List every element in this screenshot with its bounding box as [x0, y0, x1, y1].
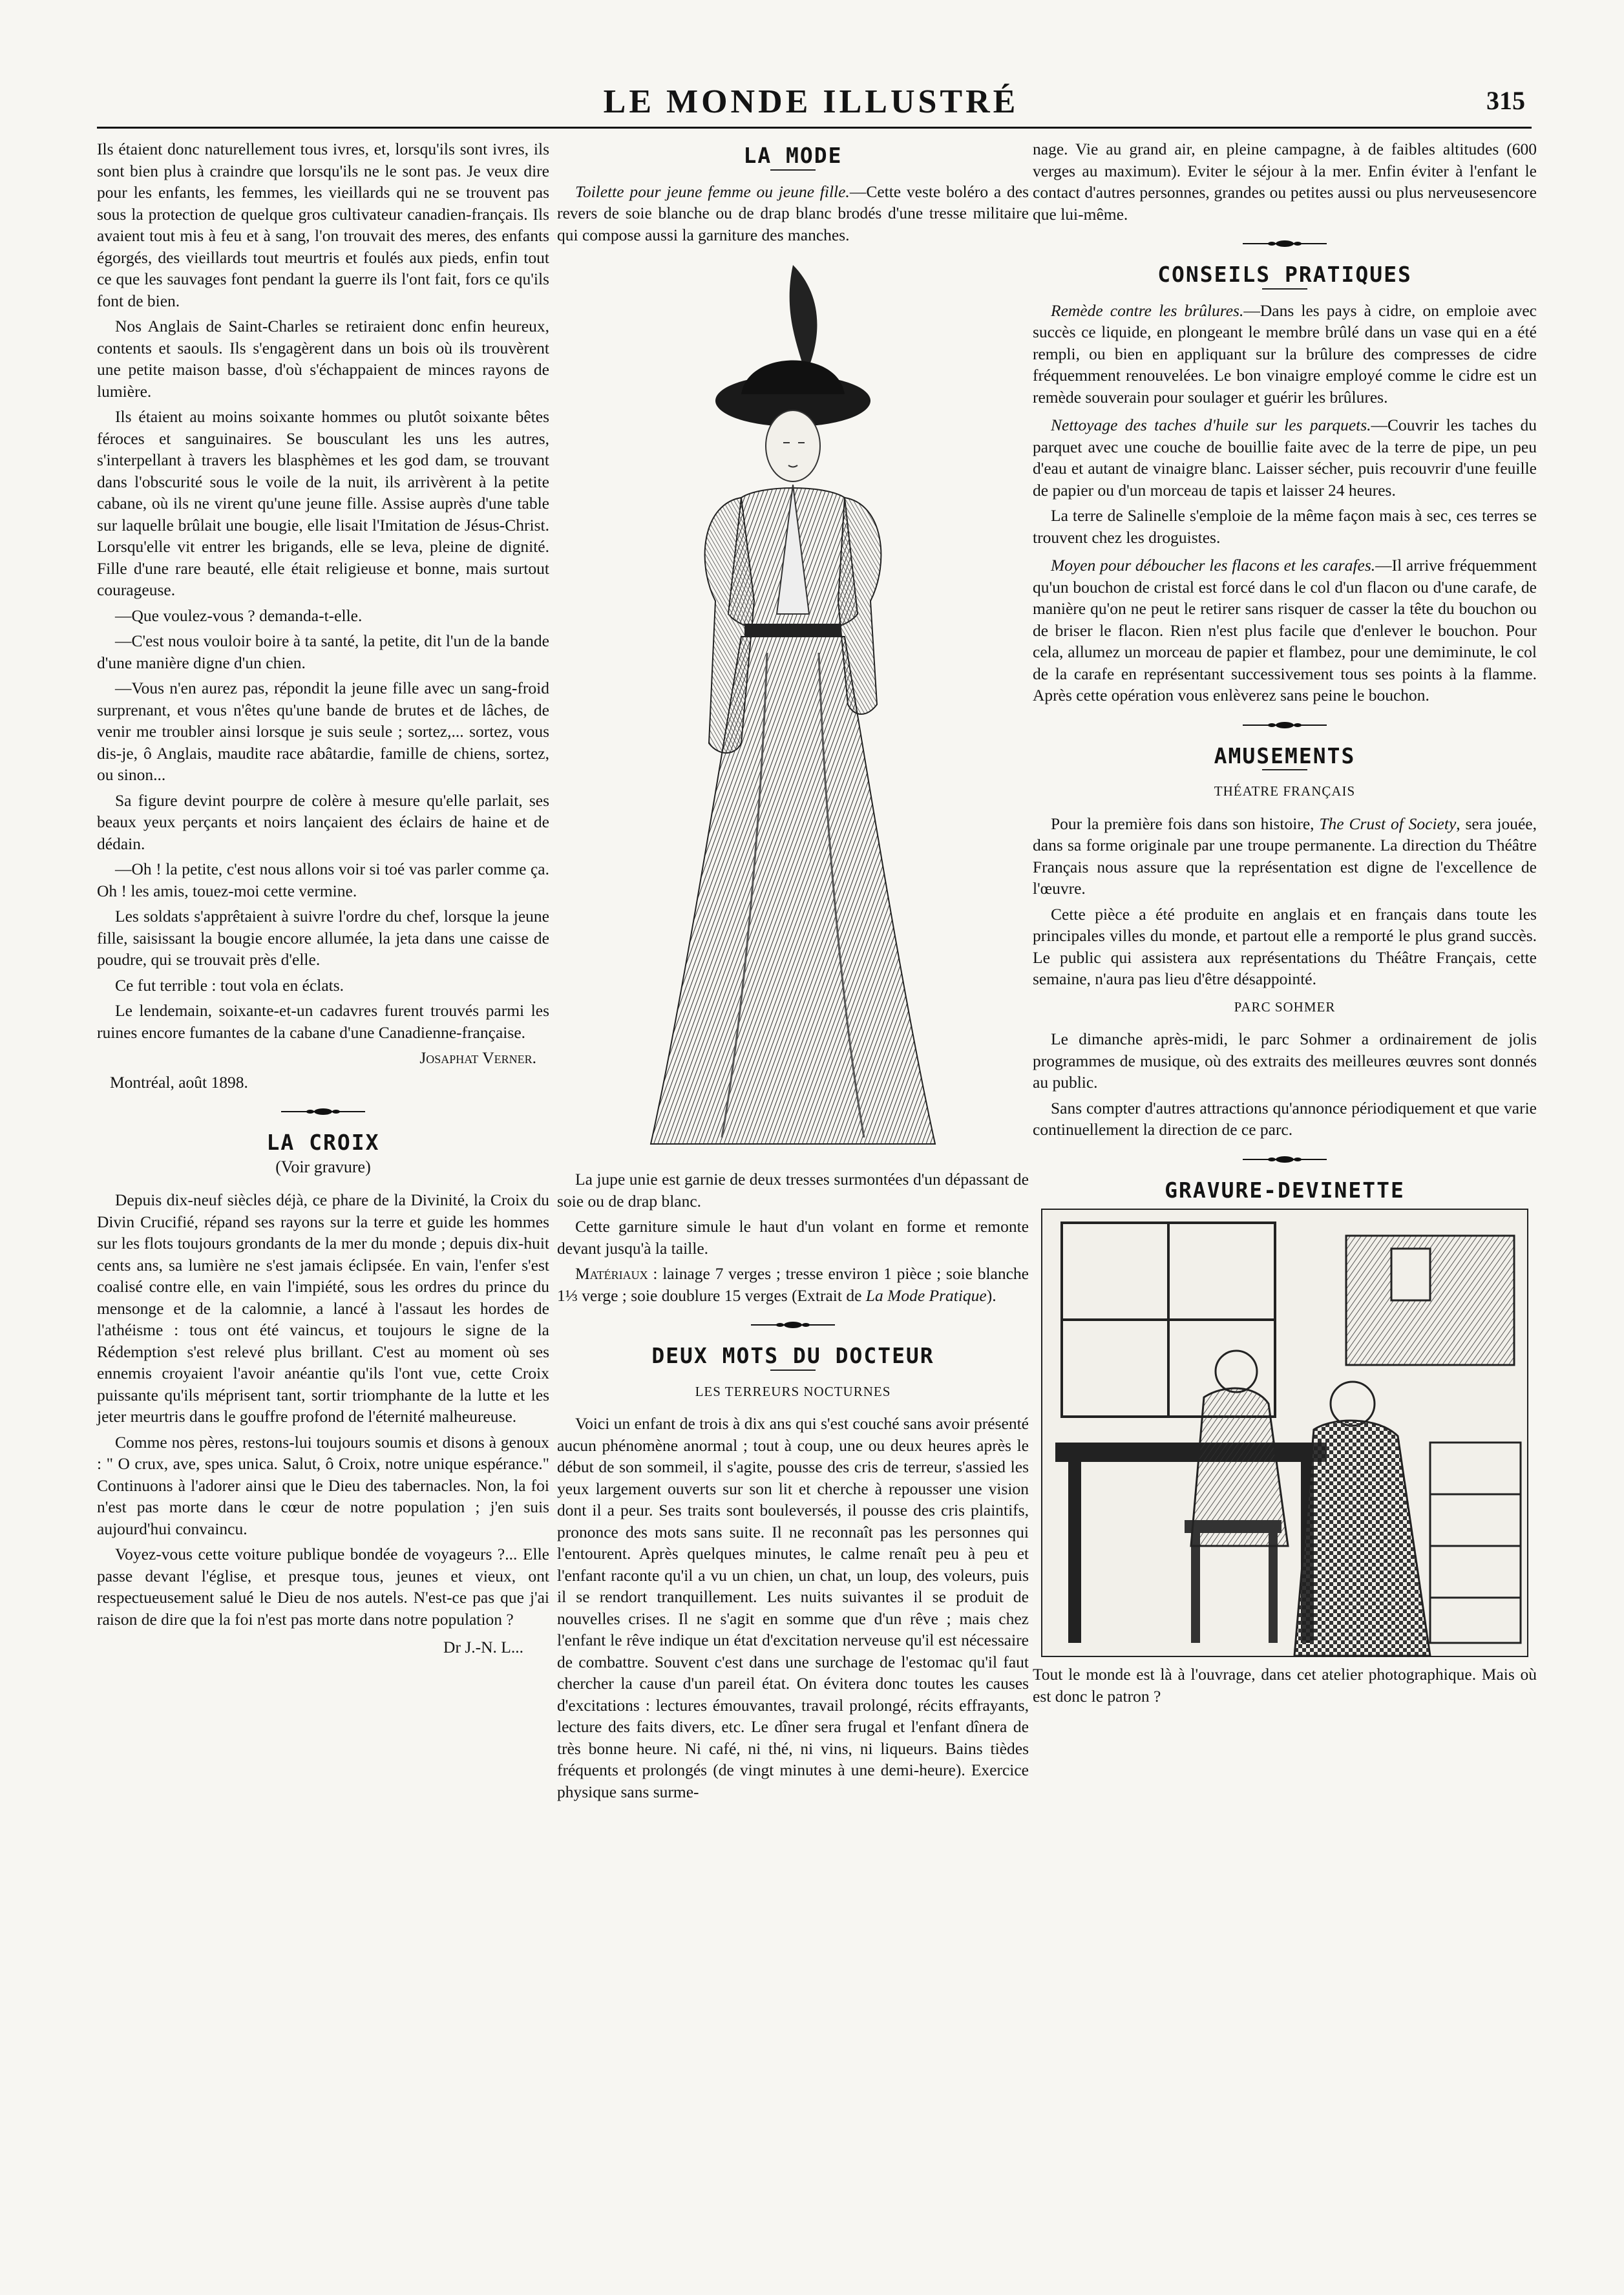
ornament-divider — [557, 1320, 1029, 1329]
paragraph: Ce fut terrible : tout vola en éclats. — [115, 975, 344, 995]
paragraph: Voici un enfant de trois à dix ans qui s'est couché sans avoir présenté aucun phénomène anormal ; tout à coup, une ou deux heures après le début de son sommeil, il s'agite, pousse des cris de terreur, s'assied les yeux largement ouverts sur son lit et cherche à repousser une vision dont il a peur. Ses traits sont bouleversés, il pousse des cris plaintifs, prononce des mots sans suite. Il ne reconnaît pas les personnes qui l'entourent. Après quelques minutes, le calme renaît peu à peu et l'enfant raconte qu'il a vu un chien, un chat, un loup, des voleurs, puis il se rendort tranquillement. Les nuits suivantes il se produit de nouvelles crises. Il ne s'agit en somme que d'un rêve ; mais chez l'enfant le rêve indique un état d'excitation nerveuse qu'il est nécessaire de combattre. Souvent c'est dans une surchage de l'estomac qu'il faut chercher la cause d'un pareil état. On évitera donc toutes les causes d'excitations : lectures émouvantes, travail prolongé, récits effrayants, lecture des faits divers, etc. Le dîner sera frugal et l'enfant dînera de très bonne heure. Ni café, ni thé, ni vins, ni liqueurs. Bains tièdes fréquents et prolongés (de vingt minutes à une demi-heure). Exercice physique sans surme- — [557, 1414, 1029, 1801]
newspaper-title: LE MONDE ILLUSTRÉ — [603, 83, 1019, 120]
conseil-paragraph — [1033, 555, 1537, 706]
ornament-divider — [1033, 721, 1537, 730]
paragraph: La jupe unie est garnie de deux tresses surmontées d'un dépassant de soie ou de drap blanc. — [557, 1170, 1029, 1211]
paragraph: Sans compter d'autres attractions qu'annonce périodiquement et que varie continuellement la direction de ce parc. — [1033, 1098, 1537, 1139]
paragraph: Sa figure devint pourpre de colère à mesure qu'elle parlait, ses beaux yeux perçants et noirs lançaient des éclairs de haine et de dédain. — [97, 790, 549, 853]
puzzle-engraving — [1041, 1209, 1528, 1657]
section-title-amusements: AMUSEMENTS — [1214, 743, 1356, 768]
conseil-text: —Couvrir les taches du parquet avec une couche de bouillie faite avec de la terre de pipe, un peu d'eau et autant de vinaigre blanc. Laisser sécher, puis recouvrir d'une feuille de papier ou d'un morceau de tapis et laisser 24 heures. — [1033, 416, 1537, 500]
paragraph: Nos Anglais de Saint-Charles se retiraient donc enfin heureux, contents et saouls. Ils s'engagèrent dans un bois où ils trouvèrent une petite maison basse, d'où s'échappaient de minces rayons de lumière. — [97, 317, 549, 401]
conseil-lead: Remède contre les brûlures. — [1051, 301, 1244, 320]
ornament-divider — [1033, 1155, 1537, 1164]
paragraph: nage. Vie au grand air, en pleine campagne, à de faibles altitudes (600 verges au maximum). Eviter le séjour à la mer. Enfin éviter à l'enfant le contact d'autres personnes, grandes ou petites aussi ou plus nerveusesencore que lui-même. — [1033, 140, 1537, 224]
column-2 — [557, 138, 1029, 1806]
section-title-la-croix: LA CROIX — [266, 1130, 380, 1155]
materiaux-text: : lainage 7 verges ; tresse environ 1 pièce ; soie blanche 1⅓ verge ; soie doublure 15 verges (Extrait de — [557, 1264, 1029, 1305]
section-title-la-mode: LA MODE — [743, 143, 843, 168]
paragraph: —C'est nous vouloir boire à ta santé, la petite, dit l'un de la bande d'une manière digne d'un chien. — [97, 631, 549, 672]
materiaux-end: ). — [986, 1285, 997, 1305]
conseil-paragraph — [1033, 300, 1537, 408]
mode-intro — [557, 181, 1029, 246]
paragraph: —Oh ! la petite, c'est nous allons voir si toé vas parler comme ça. Oh ! les amis, touez-moi cette vermine. — [97, 860, 549, 900]
ornament-divider — [97, 1107, 549, 1116]
paragraph: Cette garniture simule le haut d'un volant en forme et remonte devant jusqu'à la taille. — [557, 1217, 1029, 1258]
paragraph: Ils étaient donc naturellement tous ivres, et, lorsqu'ils sont ivres, ils sont bien plus à craindre que lorsqu'ils ne le sont pas. Je veux dire pour les enfants, les femmes, les vieillards qui ne se trouvent pas sous la protection de quelque gros cultivateur canadien-français. Ils avaient tout mis à feu et à sang, l'on trouvait des meres, des enfants égorgés, des vieillards tout meurtris et foulés aux pieds, enfin tout ce que les sauvages font pendant la guerre ils l'ont fait, fors ce qu'ils font de bien. — [97, 140, 549, 310]
section-title-gravure: GRAVURE-DEVINETTE — [1165, 1177, 1405, 1203]
conseil-paragraph — [1033, 505, 1537, 548]
materiaux-paragraph — [557, 1263, 1029, 1306]
engraving-caption: Tout le monde est là à l'ouvrage, dans cet atelier photographique. Mais où est donc le patron ? — [1033, 1665, 1537, 1706]
section-subtitle: (Voir gravure) — [275, 1157, 371, 1176]
masthead-rule — [97, 127, 1532, 129]
paragraph: Ils étaient au moins soixante hommes ou plutôt soixante bêtes féroces et sanguinaires. Se bousculant les uns les autres, s'interpellant à travers les blasphèmes et les god dam, se trouvant dans l'obscurité sous le voile de la nuit, ils arrivèrent à la petite cabane, où ils ne virent qu'une jeune fille. Assise auprès d'une table sur laquelle brûlait une bougie, elle lisait l'Imitation de Jésus-Christ. Lorsqu'elle vit entrer les brigands, elle se leva, pleine de dignité. Fille d'une rare beauté, elle était religieuse et bonne, mais surtout courageuse. — [97, 407, 549, 599]
conseil-text: La terre de Salinelle s'emploie de la même façon mais à sec, ces terres se trouvent chez les droguistes. — [1033, 506, 1537, 547]
title-rule — [1262, 769, 1307, 770]
title-rule — [770, 169, 816, 171]
conseil-text: —Il arrive fréquemment qu'un bouchon de cristal est forcé dans le col d'un flacon ou d'une carafe, de manière qu'on ne peut le retirer sans risquer de casser la tête du bouchon ou de briser le flacon. Rien n'est plus facile que d'enlever le bouchon. Pour cela, allumez un morceau de papier et flambez, pour une demiminute, le col de la carafe en représentant successivement tous ses points à la flamme. Après cette opération vous enlèverez sans peine le bouchon. — [1033, 556, 1537, 704]
paragraph: —Vous n'en aurez pas, répondit la jeune fille avec un sang-froid surprenant, et vous n'êtes qu'une bande de brutes et de lâches, de venir me troubler ainsi lorsque je suis seule ; sortez,... sortez, vous dis-je, ô Anglais, maudite race abâtardie, famille de chiens, sortez, ou sinon... — [97, 679, 549, 784]
title-rule — [770, 1370, 816, 1371]
section-subtitle: LES TERREURS NOCTURNES — [695, 1383, 891, 1399]
title-rule — [1262, 288, 1307, 290]
paragraph: Les soldats s'apprêtaient à suivre l'ordre du chef, lorsque la jeune fille, saisissant la bougie encore allumée, la jeta dans une caisse de poudre, qui se trouvait près d'elle. — [97, 907, 549, 969]
place-date: Montréal, août 1898. — [110, 1072, 248, 1092]
paragraph: Depuis dix-neuf siècles déjà, ce phare de la Divinité, la Croix du Divin Crucifié, répand ses rayons sur la terre et guide les hommes sur les flots toujours grondants de la mer du monde ; depuis dix-huit cents ans, sa lumière ne s'est jamais éclipsée. En vain, l'enfer s'est coalisé contre elle, en vain l'impiété, sous les ordres du prince du mensonge et de la calomnie, a lancé à l'assaut les hordes de l'athéisme : tous ont été vaincus, et toujours le signe de la Rédemption s'est relevé plus brillant. C'est au moment où ses ennemis croyaient l'avoir anéantie qu'ils l'ont vue, cette Croix puissante qu'ils méprisent tant, sortir triomphante de la lutte et les jeter meurtris dans le gouffre profond de l'éternité malheureuse. — [97, 1190, 549, 1426]
theatre-text: , sera jouée, dans sa forme originale par une troupe permanente. La direction du Théâtre Français nous assure que la représentation est digne de l'excellence de l'œuvre. — [1033, 814, 1537, 898]
column-1 — [97, 138, 549, 1662]
play-title: The Crust of Society — [1319, 814, 1457, 833]
column-3 — [1033, 138, 1537, 1711]
mode-intro-text: —Cette veste boléro a des revers de soie blanche ou de drap blanc brodés d'une tresse militaire qui compose aussi la garniture des manches. — [557, 182, 1029, 244]
paragraph: Comme nos pères, restons-lui toujours soumis et disons à genoux : " O crux, ave, spes unica. Salut, ô Croix, notre unique espérance." Continuons à l'adorer ainsi que le Dieu des tabernacles. Non, la foi n'est pas morte dans le cœur de notre population ; j'en suis aujourd'hui convaincu. — [97, 1432, 549, 1538]
paragraph: Voyez-vous cette voiture publique bondée de voyageurs ?... Elle passe devant l'église, et presque tous, jeunes et vieux, ont respectueusement salué le Dieu de nos autels. N'est-ce pas que j'ai raison de dire que la foi n'est pas morte dans notre population ? — [97, 1545, 549, 1629]
paragraph: Le dimanche après-midi, le parc Sohmer a ordinairement de jolis programmes de musique, où des extraits des meilleures œuvres sont donnés au public. — [1033, 1030, 1537, 1092]
paragraph — [1033, 813, 1537, 900]
conseil-text: —Dans les pays à cidre, on emploie avec succès ce liquide, en plongeant le membre brûlé dans un vase qui en a été rempli, ou bien en appliquant sur la brûlure des compresses de cidre fréquemment renouvelées. Le bon vinaigre employé comme le cidre est un remède souverain pour soulager et guérir les brûlures. — [1033, 301, 1537, 407]
materiaux-label: Matériaux — [575, 1264, 648, 1283]
author-signature: Josaphat Verner. — [419, 1048, 536, 1067]
page-number: 315 — [1486, 86, 1525, 115]
section-title-deux-mots: DEUX MOTS DU DOCTEUR — [651, 1343, 934, 1368]
theatre-text: Pour la première fois dans son histoire, — [1051, 814, 1320, 833]
paragraph: Le lendemain, soixante-et-un cadavres furent trouvés parmi les ruines encore fumantes de la cabane d'une Canadienne-française. — [97, 1001, 549, 1042]
author-signature: Dr J.-N. L... — [443, 1638, 523, 1656]
conseil-lead: Moyen pour déboucher les flacons et les carafes. — [1051, 556, 1376, 575]
conseil-paragraph — [1033, 414, 1537, 501]
section-subtitle: THÉATRE FRANÇAIS — [1214, 783, 1356, 799]
paragraph: —Que voulez-vous ? demanda-t-elle. — [115, 606, 363, 625]
section-title-conseils: CONSEILS PRATIQUES — [1157, 262, 1412, 287]
paragraph: Cette pièce a été produite en anglais et en français dans toute les principales villes du monde, et partout elle a remporté le plus grand succès. Le public qui assistera aux représentations du Théâtre Français, cette semaine, n'aura pas lieu d'être désappointé. — [1033, 904, 1537, 988]
ornament-divider — [1033, 239, 1537, 248]
masthead — [97, 83, 1525, 122]
materiaux-source: La Mode Pratique — [865, 1285, 987, 1305]
mode-intro-lead: Toilette pour jeune femme ou jeune fille. — [575, 182, 850, 201]
section-subtitle: PARC SOHMER — [1234, 999, 1336, 1015]
conseil-lead: Nettoyage des taches d'huile sur les parquets. — [1051, 416, 1371, 434]
fashion-engraving — [631, 252, 954, 1157]
